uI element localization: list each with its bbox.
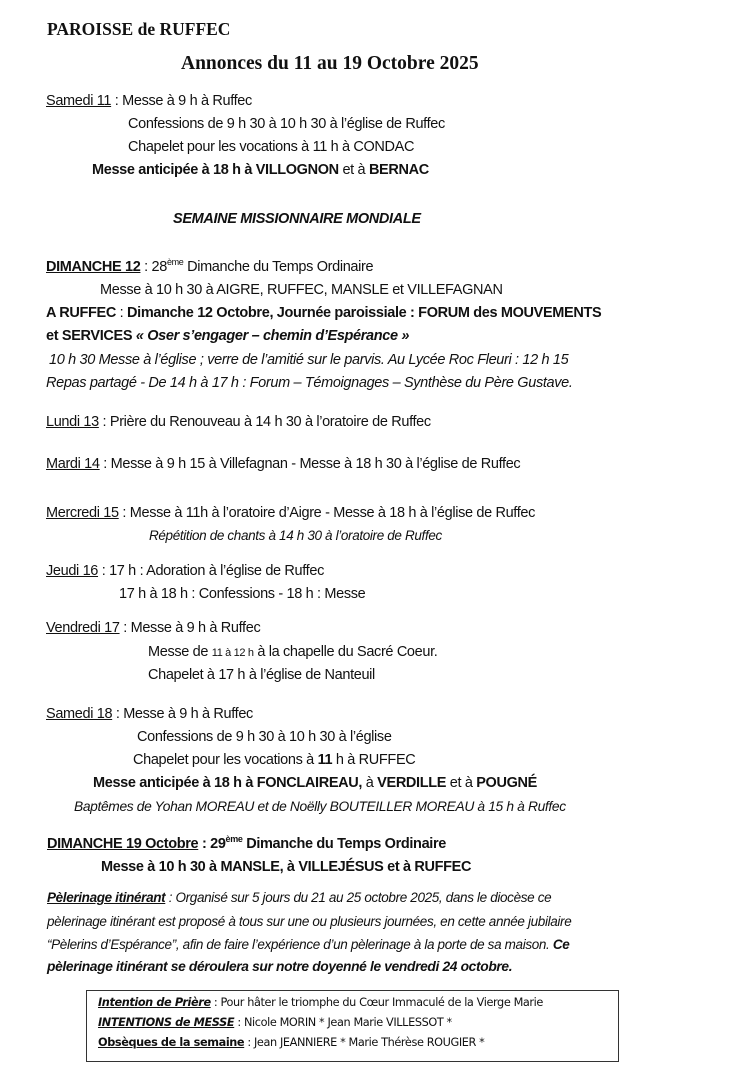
- intentions-messe: [98, 1016, 452, 1029]
- ordinal: 28: [151, 259, 167, 275]
- forum-line2: [46, 328, 409, 344]
- event-text: Ce: [552, 937, 570, 952]
- event-text: : 17 h : Adoration à l’église de Ruffec: [98, 563, 324, 579]
- samedi11-line2: Confessions de 9 h 30 à 10 h 30 à l’église de Ruffec: [128, 116, 445, 132]
- event-text: Messe anticipée à 18 h à VILLOGNON: [92, 162, 339, 178]
- vendredi17-line1: [46, 620, 260, 636]
- intention-label: Intention de Prière: [98, 996, 211, 1009]
- vendredi17-line3: Chapelet à 17 h à l’église de Nanteuil: [148, 667, 375, 683]
- baptemes-line: Baptêmes de Yohan MOREAU et de Noëlly BOUTEILLER MOREAU à 15 h à Ruffec: [74, 799, 566, 814]
- day-label: Vendredi 17: [46, 620, 120, 636]
- samedi18-line1: [46, 706, 253, 722]
- samedi18-line4: [93, 775, 537, 791]
- parish-name: PAROISSE de RUFFEC: [47, 19, 231, 39]
- vendredi17-line2: [148, 644, 437, 660]
- dimanche19-line1: [47, 836, 446, 852]
- event-text: : Organisé sur 5 jours du 21 au 25 octobre 2025, dans le diocèse ce: [165, 890, 552, 905]
- event-text: Messe de: [148, 644, 212, 660]
- ordinal: 29: [210, 836, 226, 852]
- samedi18-line3: [133, 752, 415, 768]
- separator: :: [198, 836, 211, 852]
- intention-priere: [98, 996, 543, 1009]
- separator: :: [111, 93, 123, 109]
- pelerinage-line3: [47, 937, 569, 952]
- event-text: Chapelet pour les vocations à: [133, 752, 318, 768]
- pelerinage-line4: pèlerinage itinérant se déroulera sur notre doyenné le vendredi 24 octobre.: [47, 959, 513, 974]
- event-text: : Prière du Renouveau à 14 h 30 à l’oratoire de Ruffec: [98, 414, 431, 430]
- event-text: A RUFFEC: [46, 305, 116, 321]
- samedi11-line1: [46, 93, 252, 109]
- pelerinage-label: Pèlerinage itinérant: [47, 890, 166, 905]
- forum-line1: [46, 305, 601, 321]
- lundi13-line: [46, 414, 431, 430]
- day-label: Jeudi 16: [46, 563, 99, 579]
- forum-theme: « Oser s’engager – chemin d’Espérance »: [135, 328, 410, 344]
- samedi11-line4: [92, 162, 429, 178]
- event-text: h à RUFFEC: [332, 752, 416, 768]
- pelerinage-line2: pèlerinage itinérant est proposé à tous sur une ou plusieurs journées, en cette année jubilaire: [47, 914, 572, 929]
- ordinal-suffix: ème: [166, 257, 184, 267]
- mercredi15-line2: Répétition de chants à 14 h 30 à l’oratoire de Ruffec: [149, 528, 442, 543]
- event-text: : Messe à 11h à l’oratoire d’Aigre - Messe à 18 h à l’église de Ruffec: [118, 505, 536, 521]
- mercredi15-line1: [46, 505, 535, 521]
- samedi18-line2: Confessions de 9 h 30 à 10 h 30 à l’église: [137, 729, 392, 745]
- event-text: Messe anticipée à 18 h à FONCLAIREAU,: [93, 775, 363, 791]
- samedi11-line3: Chapelet pour les vocations à 11 h à CONDAC: [128, 139, 415, 155]
- obseques: [98, 1036, 484, 1049]
- day-label: Lundi 13: [46, 414, 99, 430]
- event-time: 11 à 12 h: [211, 647, 254, 659]
- event-text: : Messe à 9 h 15 à Villefagnan - Messe à 18 h 30 à l’église de Ruffec: [99, 456, 521, 472]
- event-text: : Messe à 9 h à Ruffec: [112, 706, 253, 722]
- jeudi16-line1: [46, 563, 324, 579]
- event-text: Dimanche du Temps Ordinaire: [183, 259, 374, 275]
- event-text: à: [362, 775, 378, 791]
- event-text: et à: [446, 775, 477, 791]
- page-title: Annonces du 11 au 19 Octobre 2025: [181, 53, 479, 74]
- pelerinage-line1: [47, 890, 551, 905]
- messe-label: INTENTIONS de MESSE: [98, 1016, 235, 1029]
- event-text: et SERVICES: [46, 328, 136, 344]
- jeudi16-line2: 17 h à 18 h : Confessions - 18 h : Messe: [119, 586, 366, 602]
- ordinal-suffix: ème: [225, 834, 243, 844]
- event-text: “Pèlerins d’Espérance”, afin de faire l’expérience d’un pèlerinage à la porte de sa maison.: [47, 937, 553, 952]
- event-text: BERNAC: [368, 162, 429, 178]
- event-text: à la chapelle du Sacré Coeur.: [253, 644, 438, 660]
- day-label: Mercredi 15: [46, 505, 119, 521]
- event-text: POUGNÉ: [476, 775, 537, 791]
- dimanche19-line2: Messe à 10 h 30 à MANSLE, à VILLEJÉSUS et à RUFFEC: [101, 859, 472, 875]
- day-label: Samedi 11: [46, 93, 112, 109]
- separator: :: [115, 305, 128, 321]
- forum-detail1: 10 h 30 Messe à l’église ; verre de l’amitié sur le parvis. Au Lycée Roc Fleuri : 12 h 15: [49, 352, 569, 368]
- dimanche12-line2: Messe à 10 h 30 à AIGRE, RUFFEC, MANSLE et VILLEFAGNAN: [100, 282, 503, 298]
- day-label: DIMANCHE 12: [46, 259, 141, 275]
- section-heading: SEMAINE MISSIONNAIRE MONDIALE: [173, 211, 421, 227]
- day-label: DIMANCHE 19 Octobre: [47, 836, 199, 852]
- event-text: : Messe à 9 h à Ruffec: [119, 620, 261, 636]
- event-text: Messe à 9 h à Ruffec: [122, 93, 252, 109]
- day-label: Samedi 18: [46, 706, 113, 722]
- forum-detail2: Repas partagé - De 14 h à 17 h : Forum – Témoignages – Synthèse du Père Gustave.: [46, 375, 573, 391]
- mardi14-line: [46, 456, 520, 472]
- event-text: et à: [338, 162, 369, 178]
- obseques-label: Obsèques de la semaine: [98, 1036, 245, 1049]
- event-time: 11: [317, 752, 333, 768]
- separator: :: [140, 259, 152, 275]
- event-text: Dimanche 12 Octobre, Journée paroissiale : FORUM des MOUVEMENTS: [127, 305, 602, 321]
- event-text: VERDILLE: [377, 775, 447, 791]
- day-label: Mardi 14: [46, 456, 100, 472]
- obseques-text: : Jean JEANNIERE * Marie Thérèse ROUGIER *: [244, 1036, 485, 1049]
- event-text: Dimanche du Temps Ordinaire: [242, 836, 446, 852]
- dimanche12-line1: [46, 259, 373, 275]
- intention-text: : Pour hâter le triomphe du Cœur Immaculé de la Vierge Marie: [210, 996, 543, 1009]
- messe-text: : Nicole MORIN * Jean Marie VILLESSOT *: [234, 1016, 452, 1029]
